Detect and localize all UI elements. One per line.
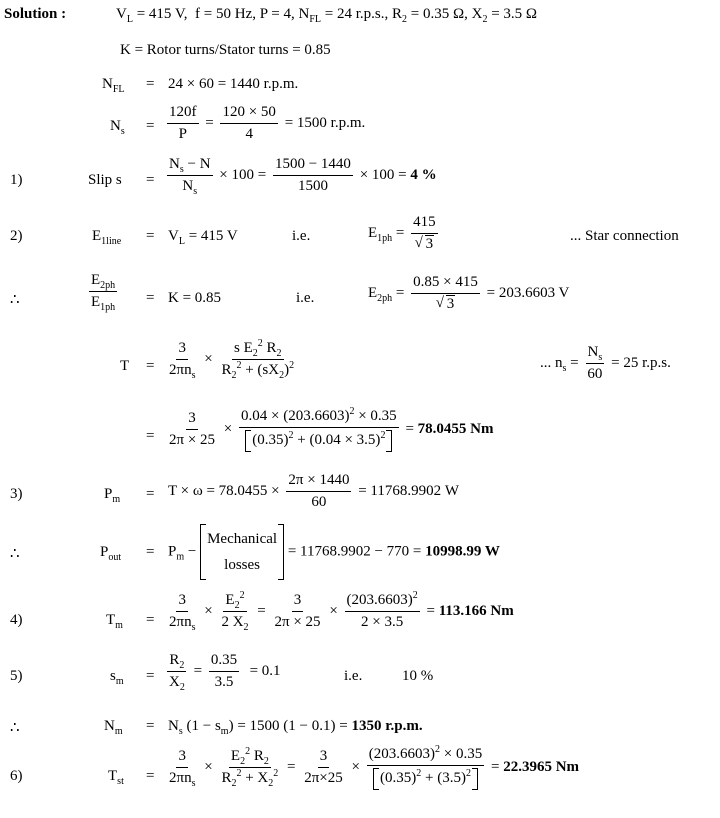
equals: =	[146, 228, 155, 244]
torque-formula: $\frac{3}{2\pi n_s}$ × $\frac{s E_2^2 R_2}{R_2^2 + (sX_2)^2}$	[169, 338, 295, 382]
ie-text: i.e.	[292, 228, 311, 244]
fraction: $\frac{N_s - N}{N_s}$	[169, 156, 211, 198]
fraction: $\frac{3}{2\pi \times 25}$	[169, 410, 216, 449]
ratio-rhs: K = 0.85	[168, 290, 222, 306]
sm-expression: $\frac{R_2}{X_2}$ = $\frac{0.35}{3.5}$ = 0.1	[169, 652, 281, 694]
slip-answer: 4 %	[410, 167, 437, 184]
step-number: 6)	[10, 768, 23, 784]
ns-expression: $\frac{120f}{P}$ = $\frac{120 \times 50}{4}$ = 1500 r.p.m.	[169, 104, 366, 143]
pout-lhs: $P_{out}$	[100, 544, 122, 563]
equals: =	[146, 172, 155, 188]
ratio-lhs	[86, 272, 120, 312]
equals: =	[146, 118, 155, 134]
torque-value-expression: $\frac{3}{2\pi \times 25}$ × $\frac{0.04 \times (203.6603)^2 \times 0.35}{(0.35)^2 + (0.04 \times 3.5)^2}$ = 78.0455 Nm	[164, 408, 493, 452]
sm-percent: 10 %	[402, 668, 434, 684]
step-number: 2)	[10, 228, 23, 244]
fraction: 0.85 × 415 √ 3	[411, 274, 480, 314]
tst-answer: 22.3965 Nm	[503, 759, 580, 776]
equals: =	[146, 612, 155, 628]
tm-lhs: $T_m$	[106, 612, 123, 631]
fraction: $\frac{2\pi \times 1440}{60}$	[288, 472, 350, 511]
fraction: $\frac{(203.6603)^2}{2 \times 3.5}$	[346, 590, 418, 631]
solution-label: Solution :	[4, 6, 67, 22]
step-number: 3)	[10, 486, 23, 502]
nfl-value: 24 × 60 = 1440 r.p.m.	[168, 76, 299, 92]
tst-lhs: $T_{st}$	[108, 768, 124, 787]
pout-expression: $P_m$ − Mechanical losses = 11768.9902 − 770 = 10998.99 W	[168, 524, 500, 580]
equals: =	[146, 668, 155, 684]
fraction: $\frac{s E_2^2 R_2}{R_2^2 + (sX_2)^2}$	[221, 338, 295, 382]
fraction: $\frac{E_{2ph}}{E_{1ph}}$	[91, 272, 116, 314]
fraction: $\frac{E_2^2 R_2}{R_2^2 + X_2^2}$	[221, 746, 279, 790]
slip-lhs: Slip s	[88, 172, 122, 188]
equals: =	[146, 428, 155, 444]
nm-answer: 1350 r.p.m.	[351, 718, 423, 734]
fraction: $\frac{3}{2\pi n_s}$	[169, 340, 196, 382]
equals: =	[146, 76, 155, 92]
step-number: 1)	[10, 172, 23, 188]
star-note: ... Star connection	[570, 228, 679, 244]
tst-expression: $\frac{3}{2\pi n_s}$ × $\frac{E_2^2 R_2}{R_2^2 + X_2^2}$ = $\frac{3}{2\pi\times 25}$ × $\frac{(203.6603)^2 \times 0.35}{(0.35)^2 + (3.5)^2}$ = 22.3965 Nm	[169, 744, 580, 790]
e1ph-expression: $E_{1ph}$ = 415 √ 3	[368, 214, 441, 254]
fraction: $\frac{120f}{P}$	[169, 104, 197, 143]
ie-text: i.e.	[344, 668, 363, 684]
nfl-lhs: $N_{FL}$	[102, 76, 125, 95]
e2ph-result: = 203.6603 V	[486, 285, 570, 302]
step-number: 4)	[10, 612, 23, 628]
e2ph-expression: $E_{2ph}$ = 0.85 × 415 √ 3 = 203.6603 V	[368, 274, 569, 314]
fraction: $\frac{N_s}{60}$	[587, 344, 603, 383]
fraction: $\frac{(203.6603)^2 \times 0.35}{(0.35)^2 + (3.5)^2}$	[367, 746, 484, 790]
equals: =	[146, 486, 155, 502]
equals: =	[146, 290, 155, 306]
ns-lhs: $N_s$	[110, 118, 125, 137]
therefore-symbol: ∴	[10, 720, 20, 736]
therefore-symbol: ∴	[10, 546, 20, 562]
nm-expression: $N_s$ $(1 - s_m) = 1500$ (1 − 0.1) = 1350 r.p.m.	[168, 718, 423, 737]
fraction: $\frac{120 \times 50}{4}$	[222, 104, 276, 143]
fraction: $\frac{3}{2\pi\times 25}$	[304, 748, 343, 787]
equals: =	[146, 358, 155, 374]
given-values: $V_L = 415$ V, f = 50 Hz, P = 4, $N_{FL} = 24$ r.p.s., $R_2 = 0.35$ Ω, $X_2 = 3.5$ Ω	[116, 6, 538, 25]
pout-answer: 10998.99 W	[425, 543, 500, 560]
fraction: 415 √ 3	[411, 214, 438, 254]
sm-lhs: $s_m$	[110, 668, 124, 687]
pm-lhs: $P_m$	[104, 486, 121, 505]
slip-expression: $\frac{N_s - N}{N_s}$ × 100 = $\frac{1500 - 1440}{1500}$ × 100 = 4 %	[169, 156, 437, 198]
torque-answer: 78.0455 Nm	[417, 421, 494, 438]
tm-answer: 113.166 Nm	[438, 603, 514, 620]
step-number: 5)	[10, 668, 23, 684]
fraction: $\frac{0.04 \times (203.6603)^2 \times 0.35}{(0.35)^2 + (0.04 \times 3.5)^2}$	[239, 408, 399, 452]
equals: =	[146, 718, 155, 734]
fraction: $\frac{3}{2\pi \times 25}$	[274, 592, 321, 631]
fraction: $\frac{0.35}{3.5}$	[210, 652, 238, 691]
fraction: $\frac{R_2}{X_2}$	[169, 652, 185, 694]
torque-lhs: T	[120, 358, 130, 374]
equals: =	[146, 768, 155, 784]
e1-rhs: $V_L = 415$ V	[168, 228, 238, 247]
ie-text: i.e.	[296, 290, 315, 306]
e1-lhs: $E_{1line}$	[92, 228, 122, 247]
equals: =	[146, 544, 155, 560]
therefore-symbol: ∴	[10, 292, 20, 308]
pm-result: = 11768.9902 W	[358, 483, 460, 500]
k-definition: K = Rotor turns/Stator turns = 0.85	[120, 42, 331, 58]
fraction: $\frac{E_2^2}{2 X_2}$	[221, 590, 249, 634]
pm-expression: T × ω = 78.0455 × $\frac{2\pi \times 1440}{60}$ = 11768.9902 W	[168, 472, 460, 511]
fraction: $\frac{3}{2\pi n_s}$	[169, 592, 196, 634]
tm-expression: $\frac{3}{2\pi n_s}$ × $\frac{E_2^2}{2 X_2}$ = $\frac{3}{2\pi \times 25}$ × $\frac{(203.6603)^2}{2 \times 3.5}$ = 113.166 Nm	[169, 590, 514, 634]
nm-lhs: $N_m$	[104, 718, 123, 737]
fraction: $\frac{1500 - 1440}{1500}$	[274, 156, 351, 195]
fraction: $\frac{3}{2\pi n_s}$	[169, 748, 196, 790]
ns-result: = 1500 r.p.m.	[284, 115, 366, 132]
ns-rps-expression: ... $n_s$ = $\frac{N_s}{60}$ = 25 r.p.s.	[540, 344, 671, 383]
